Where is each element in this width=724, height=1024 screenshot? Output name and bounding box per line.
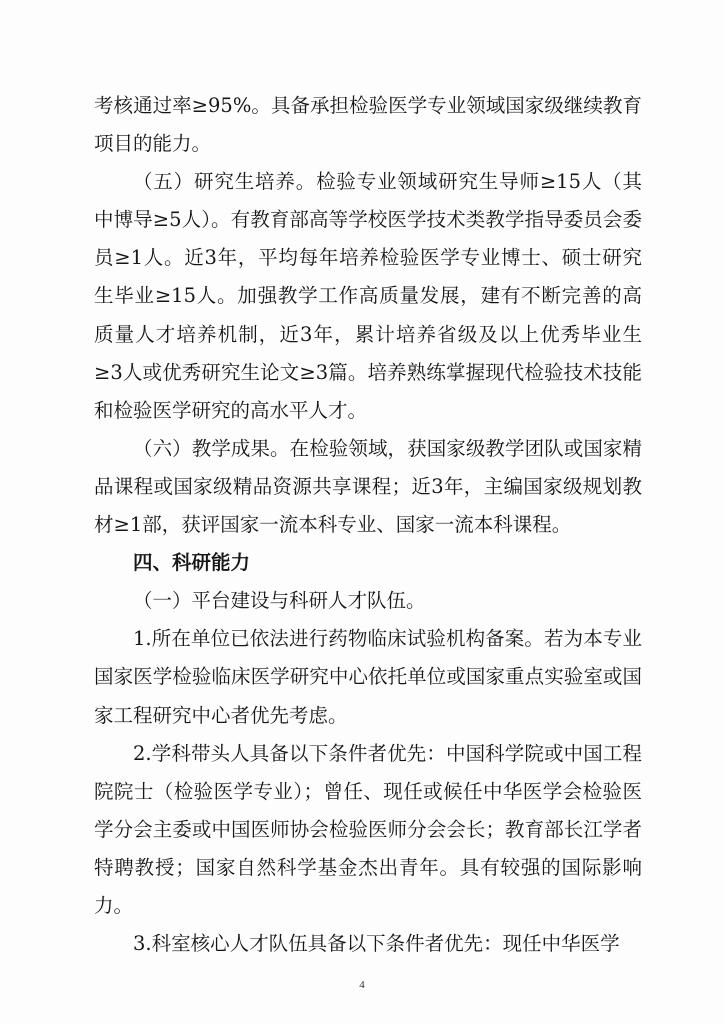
- paragraph-graduate-training: （五）研究生培养。检验专业领域研究生导师≥15人（其中博导≥5人）。有教育部高等学校医学技术类教学指导委员会委员≥1人。近3年，平均每年培养检验医学专业博士、硕士研究生毕业≥15人。加强教学工作高质量发展，建有不断完善的高质量人才培养机制，近3年，累计培养省级及以上优秀毕业生≥3人或优秀研究生论文≥3篇。培养熟练掌握现代检验技术技能和检验医学研究的高水平人才。: [94, 170, 642, 422]
- section-heading-research-capacity: 四、科研能力: [133, 551, 251, 575]
- paragraph-item-1: 1.所在单位已依法进行药物临床试验机构备案。若为本专业国家医学检验临床医学研究中心依托单位或国家重点实验室或国家工程研究中心者优先考虑。: [94, 627, 642, 727]
- paragraph-pass-rate: 考核通过率≥95%。具备承担检验医学专业领域国家级继续教育项目的能力。: [94, 94, 642, 156]
- paragraph-item-3: 3.科室核心人才队伍具备以下条件者优先：现任中华医学: [133, 932, 620, 956]
- page-number: 4: [359, 979, 365, 991]
- document-body: [94, 87, 642, 963]
- subsection-heading-platform: （一）平台建设与科研人才队伍。: [133, 589, 426, 613]
- paragraph-teaching-achievements: （六）教学成果。在检验领域，获国家级教学团队或国家精品课程或国家级精品资源共享课程；近3年，主编国家级规划教材≥1部，获评国家一流本科专业、国家一流本科课程。: [94, 436, 642, 537]
- paragraph-item-2: 2.学科带头人具备以下条件者优先：中国科学院或中国工程院院士（检验医学专业）；曾任、现任或候任中华医学会检验医学分会主委或中国医师协会检验医师分会会长；教育部长江学者特聘教授；国家自然科学基金杰出青年。具有较强的国际影响力。: [94, 741, 642, 917]
